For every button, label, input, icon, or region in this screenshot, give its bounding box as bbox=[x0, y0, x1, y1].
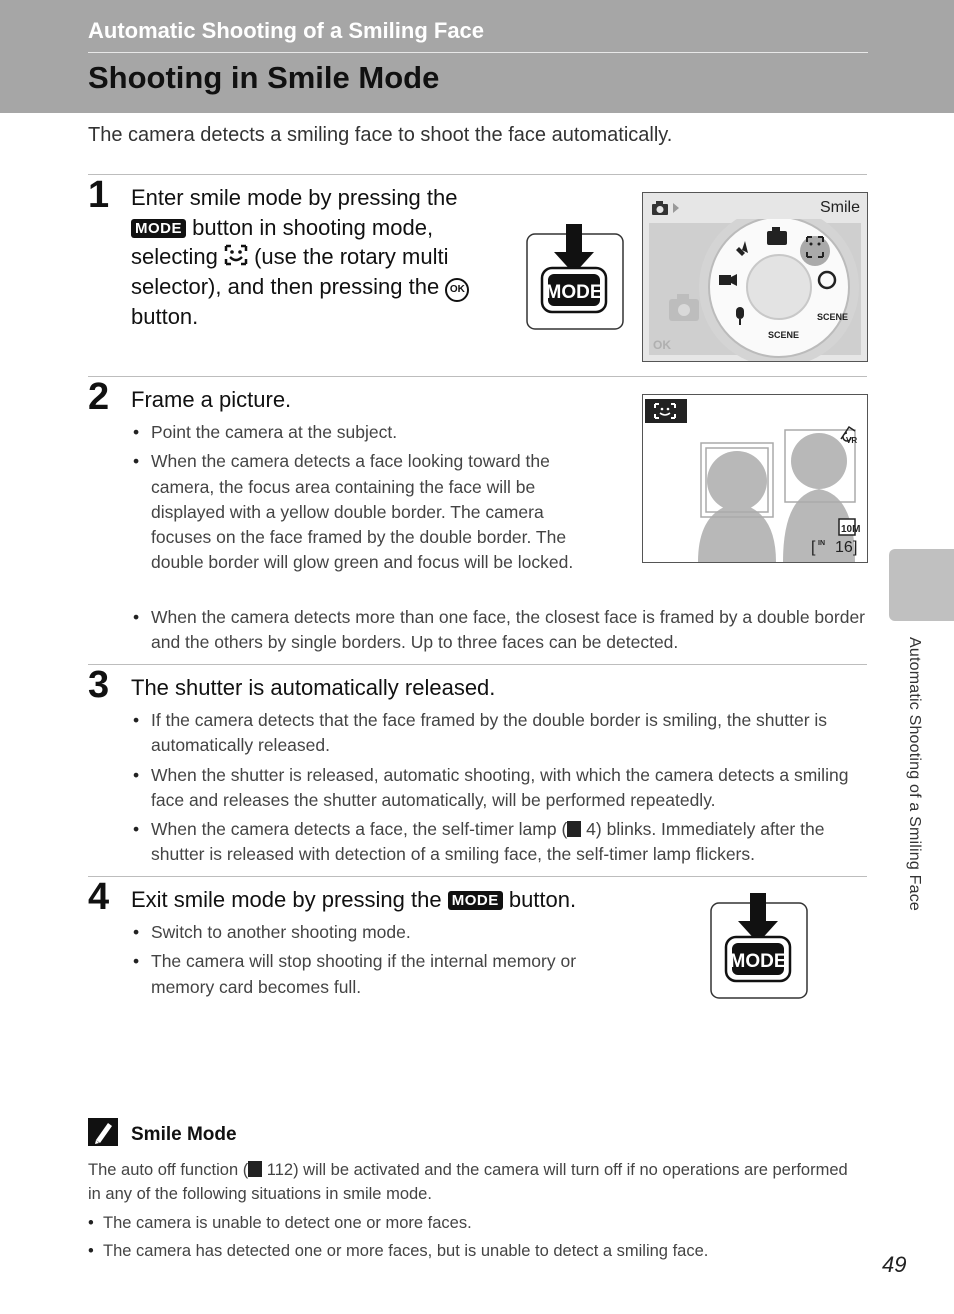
mode-button-illustration bbox=[526, 224, 624, 331]
list-item: • The camera has detected one or more faces, but is unable to detect a smiling face. bbox=[88, 1237, 848, 1265]
note-body-text: 112) will be activated and the camera will turn off if no operations are performed in any of the following situations in smile mode. bbox=[88, 1161, 848, 1203]
note-bullets bbox=[88, 1209, 848, 1265]
chapter-side-label: Automatic Shooting of a Smiling Face bbox=[906, 637, 923, 912]
svg-text:IN: IN bbox=[818, 540, 825, 547]
image-size-label: 10M bbox=[841, 524, 861, 535]
step-1-text: (use the rotary multi bbox=[254, 244, 449, 269]
step-2-heading: Frame a picture. bbox=[131, 387, 292, 412]
reference-icon bbox=[567, 821, 581, 837]
section-title: Automatic Shooting of a Smiling Face bbox=[88, 18, 485, 43]
scene-label-bottom: SCENE bbox=[768, 330, 800, 340]
smile-label: Smile bbox=[819, 199, 860, 216]
list-item: • Switch to another shooting mode. bbox=[131, 920, 621, 945]
step-1-heading bbox=[131, 183, 501, 331]
ok-guide-label: OK bbox=[653, 338, 671, 352]
step-number-3: 3 bbox=[88, 664, 110, 706]
list-item bbox=[131, 817, 866, 868]
step-3-bullets bbox=[131, 708, 866, 872]
step-1-text: selector), and then pressing the bbox=[131, 273, 440, 299]
header-divider bbox=[88, 52, 868, 53]
chapter-tab bbox=[889, 549, 954, 621]
rotary-dial bbox=[643, 219, 867, 361]
scene-label-right: SCENE bbox=[817, 312, 849, 322]
step-4-bullets bbox=[131, 920, 621, 1004]
mode-button-illustration bbox=[710, 893, 808, 1000]
page-number: 49 bbox=[882, 1252, 907, 1277]
intro-text: The camera detects a smiling face to shoot the face automatically. bbox=[88, 124, 673, 146]
reference-icon bbox=[248, 1161, 262, 1177]
list-item: • When the camera detects more than one face, the closest face is framed by a double border and the others by single borders. Up to three faces can be detected. bbox=[131, 605, 866, 656]
note-body bbox=[88, 1158, 848, 1206]
list-item: • When the shutter is released, automatic shooting, with which the camera detects a smiling face and releases the shutter automatically, will be performed repeatedly. bbox=[131, 763, 866, 814]
step-2-bullets bbox=[131, 420, 601, 580]
step-1-text: Enter smile mode by pressing the bbox=[131, 185, 458, 210]
step-1-text: button. bbox=[131, 303, 199, 329]
face-detection-illustration bbox=[643, 395, 867, 562]
step-divider bbox=[88, 376, 867, 377]
page-title: Shooting in Smile Mode bbox=[88, 60, 440, 95]
list-item-text: When the camera detects a face, the self-timer lamp ( bbox=[151, 819, 568, 840]
mode-illustration-label: MODE bbox=[729, 951, 787, 972]
list-item: • The camera will stop shooting if the internal memory or memory card becomes full. bbox=[131, 949, 621, 1000]
list-item: • The camera is unable to detect one or more faces. bbox=[88, 1209, 848, 1237]
ok-button-icon: OK bbox=[445, 278, 469, 302]
step-4-text: Exit smile mode by pressing the bbox=[131, 887, 442, 912]
step-4-text: button. bbox=[508, 887, 577, 912]
step-3-heading: The shutter is automatically released. bbox=[131, 675, 496, 700]
camera-mode-icon bbox=[651, 200, 683, 216]
step-2-bullets-wide bbox=[131, 605, 866, 660]
svg-text:VR: VR bbox=[846, 436, 858, 445]
face-detection-screen bbox=[642, 394, 868, 563]
note-body-text: The auto off function ( bbox=[88, 1161, 249, 1179]
step-number-1: 1 bbox=[88, 174, 110, 216]
header-band bbox=[0, 0, 954, 113]
step-4-heading bbox=[131, 885, 576, 915]
list-item: • When the camera detects a face looking toward the camera, the focus area containing the face will be displayed with a yellow double border. The camera focuses on the face framed by the double border. The double border will glow green and focus will be locked. bbox=[131, 449, 601, 575]
mode-button-icon: MODE bbox=[448, 891, 503, 910]
note-pencil-icon bbox=[88, 1118, 118, 1146]
list-item: • If the camera detects that the face framed by the double border is smiling, the shutter is automatically released. bbox=[131, 708, 866, 759]
svg-text:[: [ bbox=[811, 539, 816, 556]
svg-text:]: ] bbox=[853, 539, 858, 556]
step-1-text: button in shooting mode, bbox=[192, 214, 434, 240]
smile-mode-icon bbox=[224, 244, 248, 266]
smile-menu-screen bbox=[642, 192, 868, 362]
step-divider bbox=[88, 174, 867, 175]
exposure-count: 16 bbox=[835, 539, 853, 556]
list-item-text: 4) blinks. Immediately after the shutter is released with detection of a smiling face, the self-timer lamp flickers. bbox=[151, 819, 825, 865]
mode-illustration-label: MODE bbox=[545, 282, 603, 303]
step-1-text: selecting bbox=[131, 244, 218, 269]
step-number-4: 4 bbox=[88, 876, 110, 918]
step-divider bbox=[88, 876, 867, 877]
step-divider bbox=[88, 664, 867, 665]
mode-button-icon: MODE bbox=[131, 219, 186, 238]
note-title: Smile Mode bbox=[131, 1124, 237, 1145]
step-number-2: 2 bbox=[88, 376, 110, 418]
list-item: • Point the camera at the subject. bbox=[131, 420, 601, 445]
